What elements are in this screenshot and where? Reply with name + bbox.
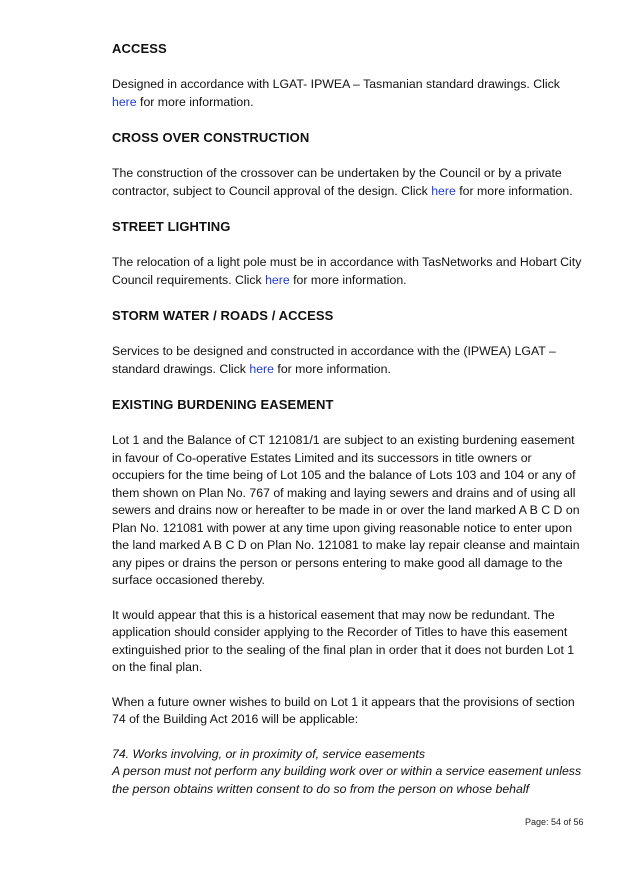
section-easement <box>112 396 582 798</box>
storm-water-text-before: Services to be designed and constructed in accordance with the (IPWEA) LGAT – standard drawings. Click <box>112 344 556 376</box>
easement-paragraph-1: Lot 1 and the Balance of CT 121081/1 are subject to an existing burdening easement in favour of Co-operative Estates Limited and its successors in title owners or occupiers for the time being of Lot 105 and the balance of Lots 103 and 104 or any of them shown on Plan No. 767 of making and laying sewers and drains and of using all sewers and drains now or hereafter to be made in or over the land marked A B C D on Plan No. 121081 with power at any time upon giving reasonable notice to enter upon the land marked A B C D on Plan No. 121081 to make lay repair cleanse and maintain any pipes or drains the person or persons entering to make good all damage to the surface occasioned thereby. <box>112 433 580 587</box>
crossover-text-after: for more information. <box>455 183 573 198</box>
access-here-link[interactable]: here <box>112 94 137 109</box>
section-access <box>112 40 582 111</box>
crossover-text-before: The construction of the crossover can be undertaken by the Council or by a private contractor, subject to Council approval of the design. Click <box>112 166 562 198</box>
storm-water-here-link[interactable]: here <box>249 361 274 376</box>
building-act-quote <box>112 746 582 799</box>
section-crossover <box>112 129 582 200</box>
storm-water-paragraph <box>112 343 582 378</box>
easement-paragraph-3: When a future owner wishes to build on Lot 1 it appears that the provisions of section 74 of the Building Act 2016 will be applicable: <box>112 694 575 726</box>
document-page <box>112 40 582 815</box>
access-paragraph <box>112 76 582 111</box>
easement-paragraph-2: It would appear that this is a historical easement that may now be redundant. The application should consider applying to the Recorder of Titles to have this easement extinguished prior to the sealing of the final plan in order that it does not burden Lot 1 on the final plan. <box>112 607 575 674</box>
crossover-paragraph <box>112 165 582 200</box>
storm-water-text-after: for more information. <box>274 361 391 376</box>
access-text-after: for more information. <box>136 94 254 109</box>
street-lighting-text-before: The relocation of a light pole must be in accordance with TasNetworks and Hobart City Council requirements. Click <box>112 255 582 287</box>
heading-street-lighting: STREET LIGHTING <box>112 219 231 234</box>
page-number: Page: 54 of 56 <box>525 817 584 827</box>
crossover-here-link[interactable]: here <box>431 183 456 198</box>
access-text-before: Designed in accordance with LGAT- IPWEA – Tasmanian standard drawings. Click <box>112 77 560 91</box>
section-storm-water <box>112 307 582 378</box>
street-lighting-text-after: for more information. <box>289 272 407 287</box>
section-street-lighting <box>112 218 582 289</box>
quote-body: A person must not perform any building work over or within a service easement unless the person obtains written consent to do so from the person on whose behalf <box>112 764 582 796</box>
heading-storm-water: STORM WATER / ROADS / ACCESS <box>112 308 334 323</box>
street-lighting-here-link[interactable]: here <box>265 272 290 287</box>
heading-crossover: CROSS OVER CONSTRUCTION <box>112 130 310 145</box>
heading-access: ACCESS <box>112 41 167 56</box>
quote-title: 74. Works involving, or in proximity of, service easements <box>112 746 426 761</box>
heading-easement: EXISTING BURDENING EASEMENT <box>112 397 334 412</box>
street-lighting-paragraph <box>112 254 582 289</box>
